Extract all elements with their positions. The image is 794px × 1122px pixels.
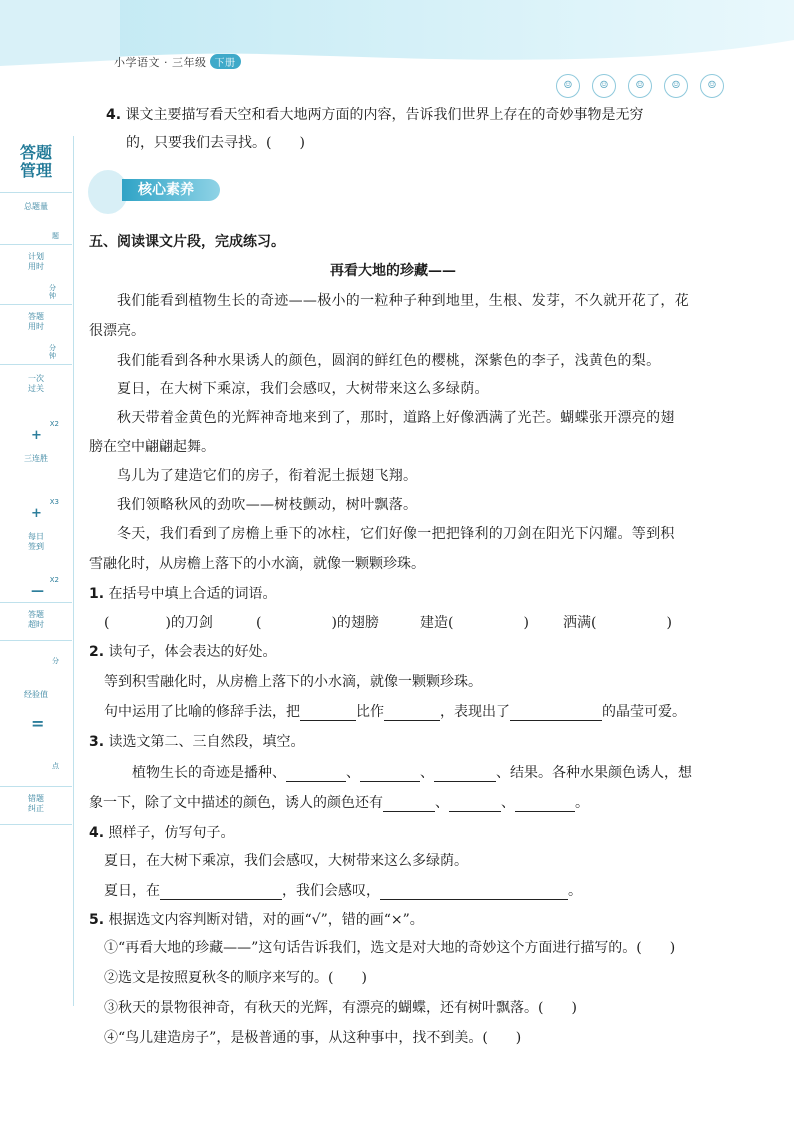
minus-symbol: — <box>31 584 44 599</box>
answer-blank[interactable] <box>384 706 440 721</box>
answer-blank[interactable] <box>360 767 420 782</box>
q4-text: 夏日，在 <box>104 883 160 899</box>
q5-judgment-item[interactable]: ④“鸟儿建造房子”，是极普通的事，从这种事中，找不到美。( ) <box>104 1030 522 1046</box>
q5-judgment-item[interactable]: ②选文是按照夏秋冬的顺序来写的。( ) <box>104 970 367 986</box>
question-5 <box>89 909 424 929</box>
subject-grade: 小学语文 · 三年级 <box>114 56 207 69</box>
plus-symbol: + <box>31 506 42 521</box>
equals-symbol: = <box>31 714 45 733</box>
q4-text: ，我们会感叹， <box>282 883 380 899</box>
overtime-label: 答题超时 <box>28 610 44 629</box>
answer-blank[interactable] <box>380 885 568 900</box>
q2-text: 比作 <box>356 704 384 720</box>
q2-text: 的晶莹可爱。 <box>602 704 686 720</box>
q2-text: 句中运用了比喻的修辞手法，把 <box>104 704 300 720</box>
daily-check-label: 每日签到 <box>28 532 44 551</box>
q2-fill-line <box>104 701 686 721</box>
passage-line: 夏日，在大树下乘凉，我们会感叹，大树带来这么多绿荫。 <box>117 381 489 397</box>
question-text: 在括号中填上合适的词语。 <box>108 586 277 602</box>
passage-line: 鸟儿为了建造它们的房子，衔着泥土振翅飞翔。 <box>117 468 418 484</box>
answer-blank[interactable] <box>383 797 435 812</box>
q1-blank-item[interactable]: ( )的刀剑 <box>104 615 213 631</box>
q5-judgment-item[interactable]: ③秋天的景物很神奇，有秋天的光辉，有漂亮的蝴蝶，还有树叶飘落。( ) <box>104 1000 577 1016</box>
q3-sep: 、 <box>435 795 449 811</box>
plus-symbol: + <box>31 428 42 443</box>
passage-line: 冬天，我们看到了房檐上垂下的冰柱，它们好像一把把锋利的刀剑在阳光下闪耀。等到积 <box>117 526 675 542</box>
experience-label: 经验值 <box>24 690 48 699</box>
prev-question-4 <box>106 104 644 124</box>
passage-line: 我们领略秋风的劲吹——树枝颤动，树叶飘落。 <box>117 497 418 513</box>
q5-judgment-item[interactable]: ①“再看大地的珍藏——”这句话告诉我们，选文是对大地的奇妙这个方面进行描写的。( ) <box>104 940 676 956</box>
question-number: 4. <box>89 825 105 841</box>
answer-blank[interactable] <box>449 797 501 812</box>
volume-badge: 下册 <box>210 54 241 69</box>
question-number: 5. <box>89 912 105 928</box>
q3-text: 植物生长的奇迹是播种、 <box>132 765 286 781</box>
passage-line: 我们能看到植物生长的奇迹——极小的一粒种子种到地里，生根、发芽，不久就开花了，花 <box>117 293 689 309</box>
q1-blank-item[interactable]: 洒满( ) <box>563 615 672 631</box>
q3-sep: 、 <box>501 795 515 811</box>
q2-sentence: 等到积雪融化时，从房檐上落下的小水滴，就像一颗颗珍珠。 <box>104 674 482 690</box>
core-literacy-banner: 核心素养 <box>122 179 220 201</box>
q3-fill-line <box>132 762 692 782</box>
q1-blank-item[interactable]: ( )的翅膀 <box>256 615 379 631</box>
passage-line: 雪融化时，从房檐上落下的小水滴，就像一颗颗珍珠。 <box>89 556 425 572</box>
multiplier-x2: X2 <box>49 420 59 428</box>
question-text: 根据选文内容判断对错，对的画“√”，错的画“×”。 <box>108 912 424 928</box>
question-text: 读选文第二、三自然段，填空。 <box>108 734 305 750</box>
answer-blank[interactable] <box>286 767 346 782</box>
question-text: 读句子，体会表达的好处。 <box>108 644 277 660</box>
sidebar-heading-line: 答题 <box>19 143 52 162</box>
points-unit: 分 <box>52 657 59 665</box>
answer-time-label: 答题用时 <box>28 312 44 331</box>
question-number: 4. <box>106 107 122 123</box>
question-text: 课文主要描写看天空和看大地两方面的内容，告诉我们世界上存在的奇妙事物是无穷 <box>125 107 644 123</box>
passage-line: 秋天带着金黄色的光辉神奇地来到了，那时，道路上好像洒满了光芒。蝴蝶张开漂亮的翅 <box>117 410 675 426</box>
prev-question-4-cont: 的，只要我们去寻找。( ) <box>126 135 305 151</box>
q3-fill-line-2 <box>89 792 589 812</box>
question-3 <box>89 731 305 751</box>
question-4 <box>89 822 235 842</box>
smiley-icon: ☺ <box>700 74 724 98</box>
plan-time-unit: 分钟 <box>49 284 56 300</box>
q3-sep: 、 <box>420 765 434 781</box>
q4-fill-line <box>104 880 582 900</box>
multiplier-x3: X3 <box>49 498 59 506</box>
three-wins-label: 三连胜 <box>24 454 48 463</box>
question-number: 3. <box>89 734 105 750</box>
question-number: 1. <box>89 586 105 602</box>
points-dots-unit: 点 <box>52 762 59 770</box>
smiley-icon: ☺ <box>592 74 616 98</box>
q2-text: ，表现出了 <box>440 704 510 720</box>
sidebar-heading-line: 管理 <box>19 161 52 180</box>
question-2 <box>89 641 277 661</box>
q3-sep: 、 <box>346 765 360 781</box>
q1-blank-item[interactable]: 建造( ) <box>420 615 529 631</box>
passage-line: 我们能看到各种水果诱人的颜色，圆润的鲜红色的樱桃，深紫色的李子，浅黄色的梨。 <box>117 353 661 369</box>
question-1 <box>89 583 277 603</box>
section-heading: 五、阅读课文片段，完成练习。 <box>89 234 285 250</box>
answer-blank[interactable] <box>510 706 602 721</box>
answer-blank[interactable] <box>434 767 496 782</box>
multiplier-x2: X2 <box>49 576 59 584</box>
once-pass-label: 一次过关 <box>28 374 44 393</box>
q4-example: 夏日，在大树下乘凉，我们会感叹，大树带来这么多绿荫。 <box>104 853 468 869</box>
q4-end: 。 <box>568 883 582 899</box>
answer-blank[interactable] <box>160 885 282 900</box>
q3-text: 、结果。各种水果颜色诱人，想 <box>496 765 692 781</box>
passage-line: 膀在空中翩翩起舞。 <box>89 439 215 455</box>
answer-blank[interactable] <box>515 797 575 812</box>
smiley-icon: ☺ <box>556 74 580 98</box>
passage-line: 很漂亮。 <box>89 323 145 339</box>
error-correction-label: 错题纠正 <box>28 794 44 813</box>
plan-time-label: 计划用时 <box>28 252 44 271</box>
smiley-icon: ☺ <box>664 74 688 98</box>
q3-text: 象一下，除了文中描述的颜色，诱人的颜色还有 <box>89 795 383 811</box>
question-text: 照样子，仿写句子。 <box>108 825 235 841</box>
answer-blank[interactable] <box>300 706 356 721</box>
total-questions-label: 总题量 <box>24 202 48 211</box>
smiley-icon: ☺ <box>628 74 652 98</box>
passage-title: 再看大地的珍藏—— <box>330 263 456 279</box>
answer-time-unit: 分钟 <box>49 344 56 360</box>
total-unit: 题 <box>52 232 59 240</box>
question-number: 2. <box>89 644 105 660</box>
q3-end: 。 <box>575 795 589 811</box>
